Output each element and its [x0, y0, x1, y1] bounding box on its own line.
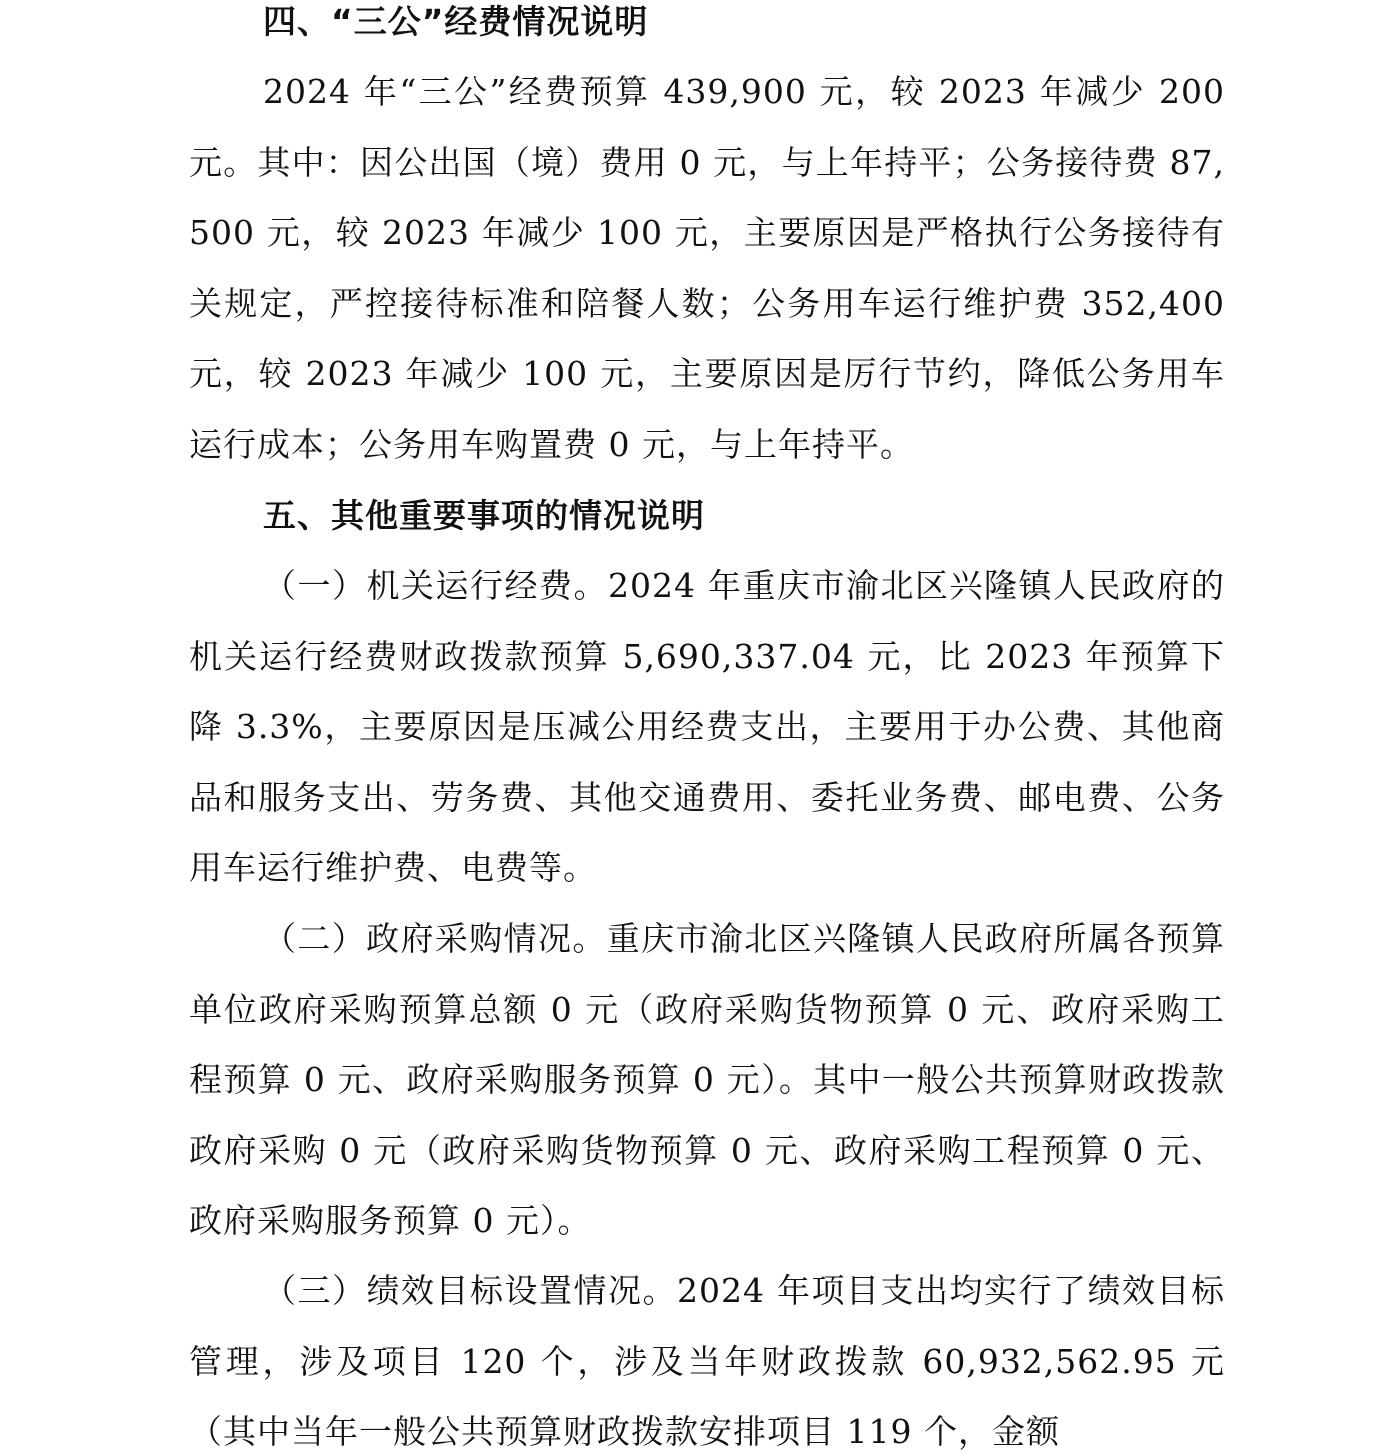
- subsection-body-government-procurement: 重庆市渝北区兴隆镇人民政府所属各预算单位政府采购预算总额 0 元（政府采购货物预算 0 元、政府采购工程预算 0 元、政府采购服务预算 0 元）。其中一般公共预算财政拨款政府采购 0 元（政府采购货物预算 0 元、政府采购工程预算 0 元、政府采购服务预算 0 元）。: [189, 919, 1226, 1240]
- subsection-body-performance-targets: 2024 年项目支出均实行了绩效目标管理，涉及项目 120 个，涉及当年财政拨款 60,932,562.95 元（其中当年一般公共预算财政拨款安排项目 119 个，金额: [189, 1271, 1225, 1451]
- paragraph-performance-targets: [189, 1256, 1225, 1456]
- subsection-title-performance-targets: （三）绩效目标设置情况。: [263, 1271, 678, 1310]
- subsection-title-agency-operating-funds: （一）机关运行经费。: [263, 566, 609, 605]
- paragraph-three-public-funds: 2024 年“三公”经费预算 439,900 元，较 2023 年减少 200 元。其中：因公出国（境）费用 0 元，与上年持平；公务接待费 87,500 元，较 2023 年减少 100 元，主要原因是严格执行公务接待有关规定，严控接待标准和陪餐人数；公务用车运行维护费 352,400 元，较 2023 年减少 100 元，主要原因是厉行节约，降低公务用车运行成本；公务用车购置费 0 元，与上年持平。: [189, 72, 1225, 464]
- paragraph-government-procurement: [189, 904, 1225, 1257]
- paragraph-agency-operating-funds: [189, 551, 1225, 904]
- subsection-title-government-procurement: （二）政府采购情况。: [263, 919, 607, 958]
- section-heading-five: 五、其他重要事项的情况说明: [263, 496, 705, 535]
- subsection-body-agency-operating-funds: 2024 年重庆市渝北区兴隆镇人民政府的机关运行经费财政拨款预算 5,690,337.04 元，比 2023 年预算下降 3.3%，主要原因是压减公用经费支出，主要用于办公费、其他商品和服务支出、劳务费、其他交通费用、委托业务费、邮电费、公务用车运行维护费、电费等。: [189, 566, 1225, 887]
- section-heading-four: 四、“三公”经费情况说明: [263, 2, 649, 41]
